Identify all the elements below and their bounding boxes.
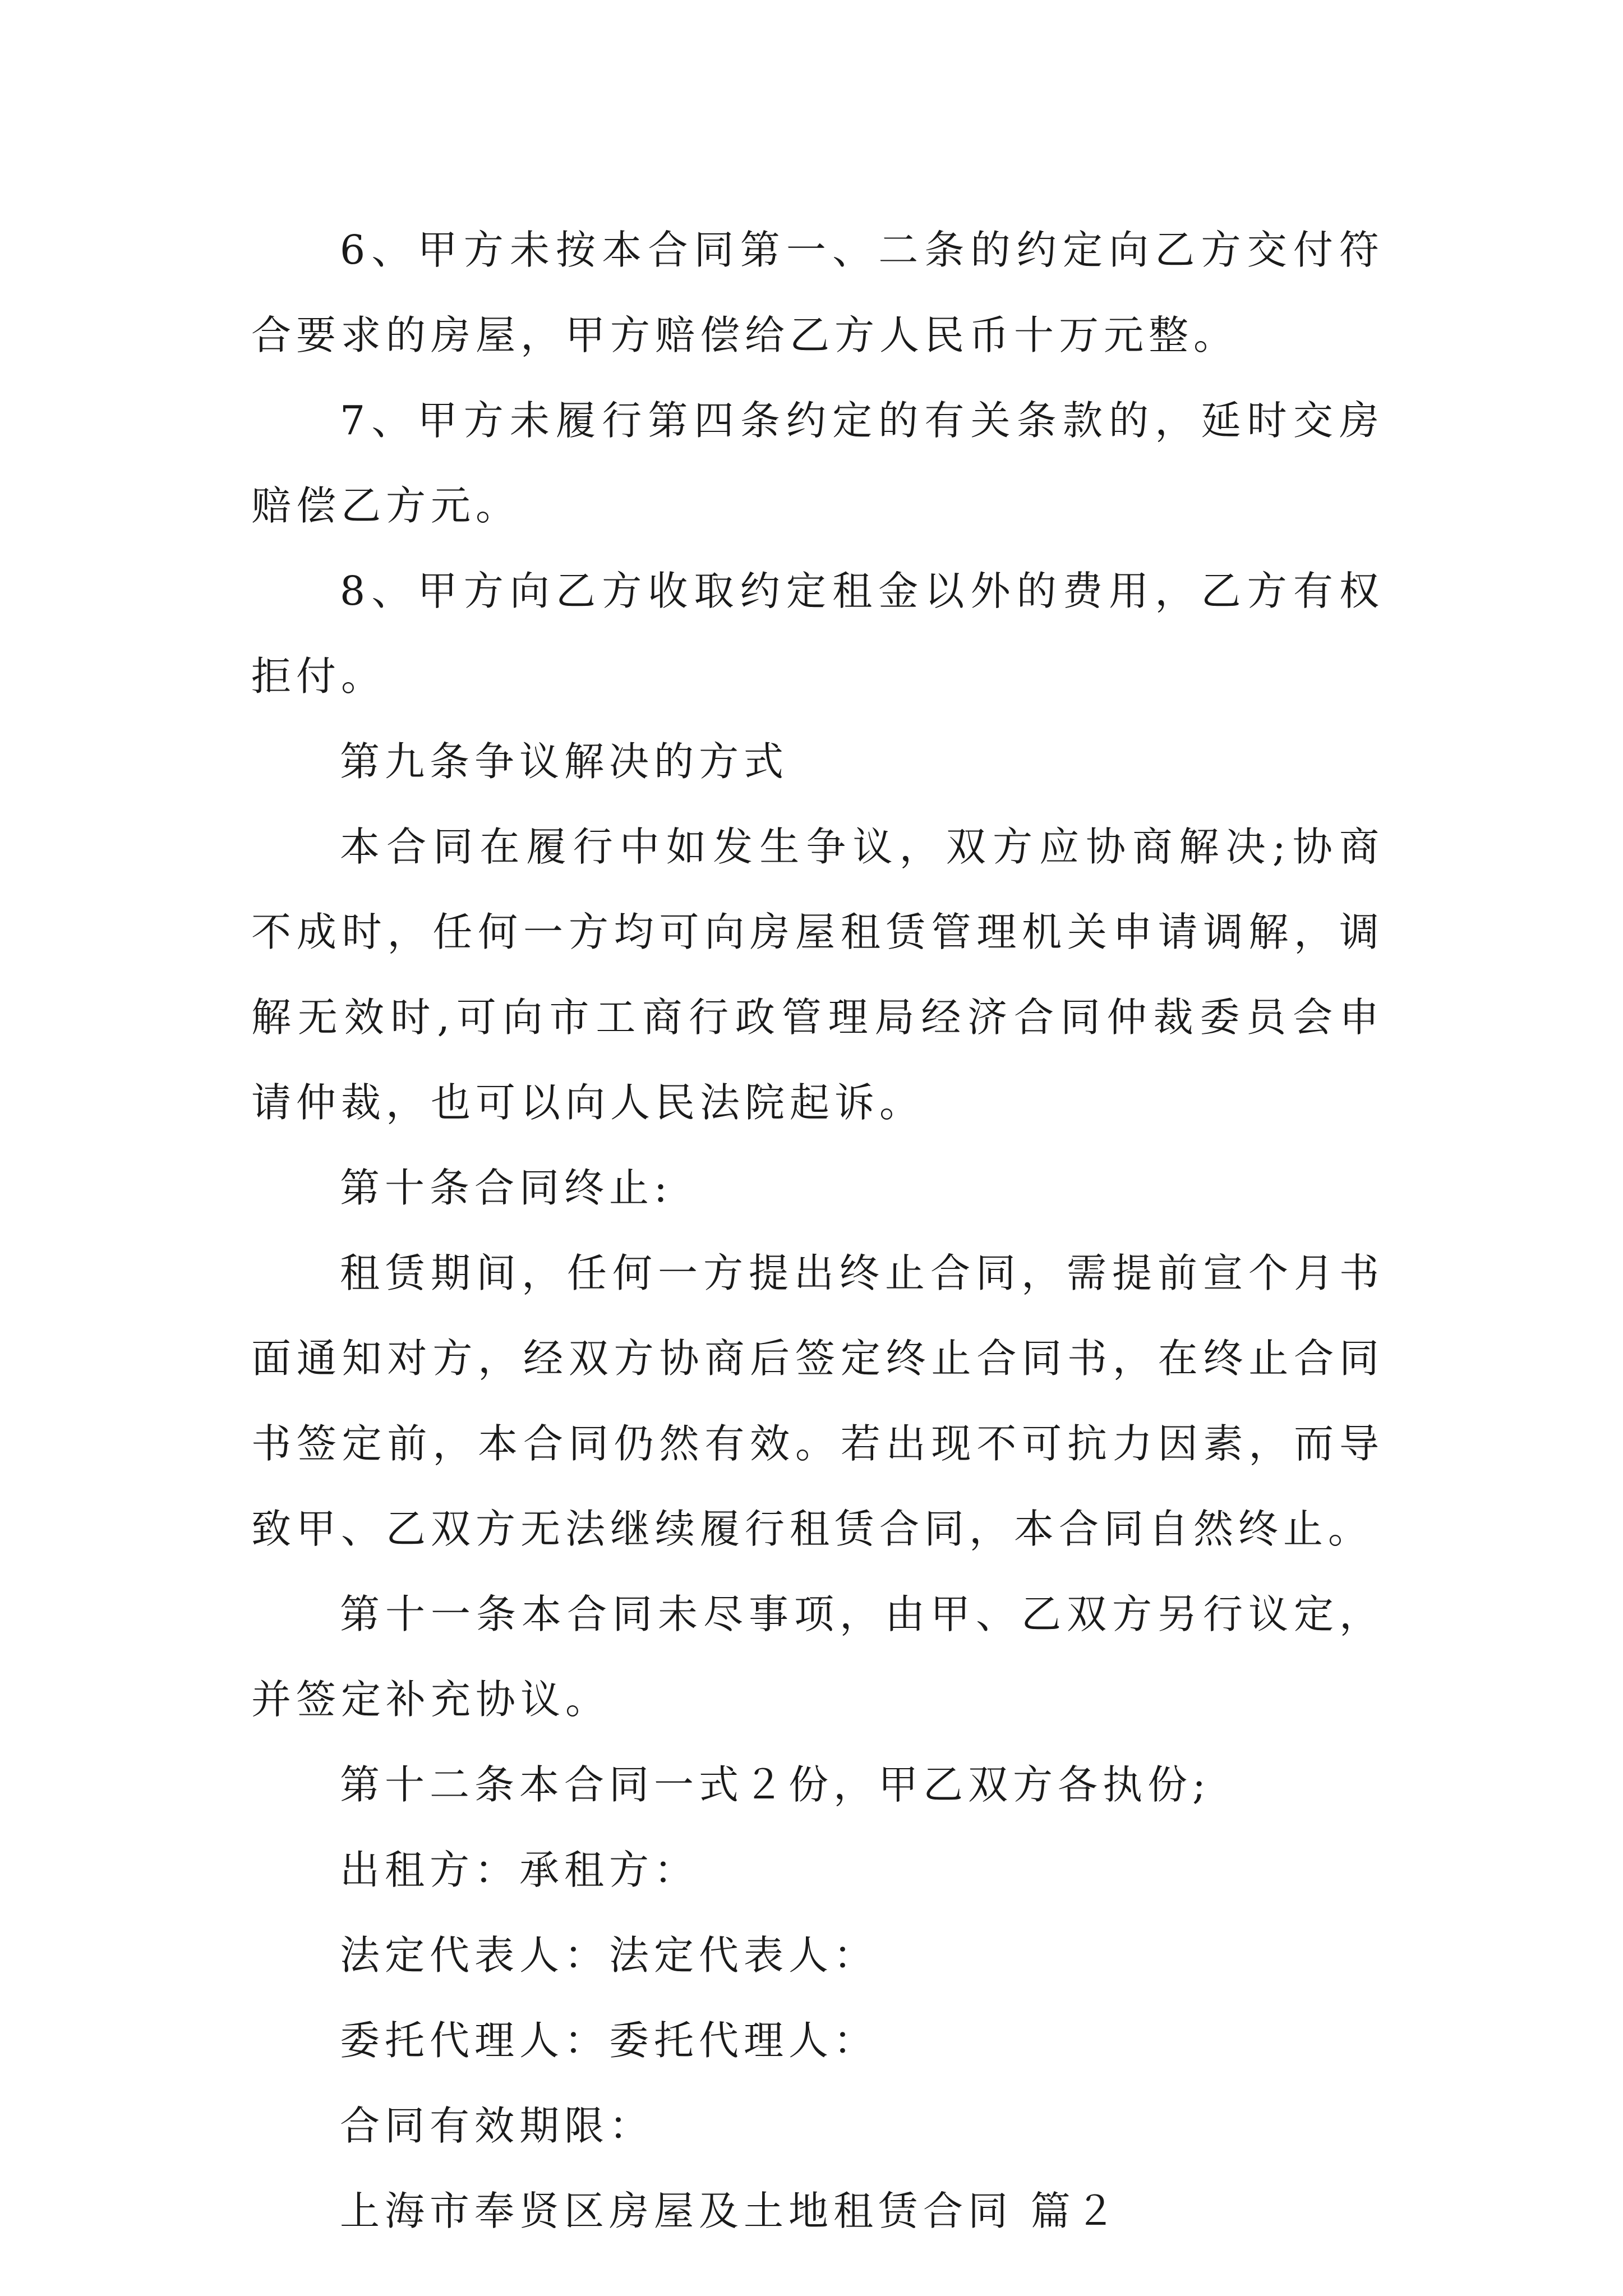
validity-period-line: 合同有效期限：	[340, 2102, 654, 2149]
article-12-paragraph: 第十二条本合同一式２份，甲乙双方各执份;	[340, 1761, 1211, 1808]
article-9-body: 本合同在履行中如发生争议，双方应协商解决;协商不成时，任何一方均可向房屋租赁管理机关申请调解，调解无效时,可向市工商行政管理局经济合同仲裁委员会申请仲裁，也可以向人民法院起诉。	[251, 823, 1384, 1126]
article-11-paragraph: 第十一条本合同未尽事项，由甲、乙双方另行议定，并签定补充协议。	[251, 1591, 1384, 1723]
document-body	[251, 208, 1384, 2254]
article-9-heading: 第九条争议解决的方式	[340, 738, 789, 785]
article-10-body: 租赁期间，任何一方提出终止合同，需提前宣个月书面通知对方，经双方协商后签定终止合同书，在终止合同书签定前，本合同仍然有效。若出现不可抗力因素，而导致甲、乙双方无法继续履行租赁合同，本合同自然终止。	[251, 1250, 1384, 1552]
agent-line: 委托代理人：委托代理人：	[340, 2017, 879, 2064]
clause-8-paragraph: 8、甲方向乙方收取约定租金以外的费用，乙方有权拒付。	[251, 568, 1384, 700]
clause-7-paragraph: 7、甲方未履行第四条约定的有关条款的，延时交房赔偿乙方元。	[251, 397, 1384, 529]
clause-6-paragraph: 6、甲方未按本合同第一、二条的约定向乙方交付符合要求的房屋，甲方赔偿给乙方人民币十万元整。	[251, 227, 1384, 358]
next-contract-title: 上海市奉贤区房屋及土地租赁合同 篇２	[340, 2188, 1121, 2234]
parties-line: 出租方：承租方：	[340, 1847, 699, 1893]
legal-representative-line: 法定代表人：法定代表人：	[340, 1932, 879, 1978]
article-10-heading: 第十条合同终止:	[340, 1165, 672, 1211]
